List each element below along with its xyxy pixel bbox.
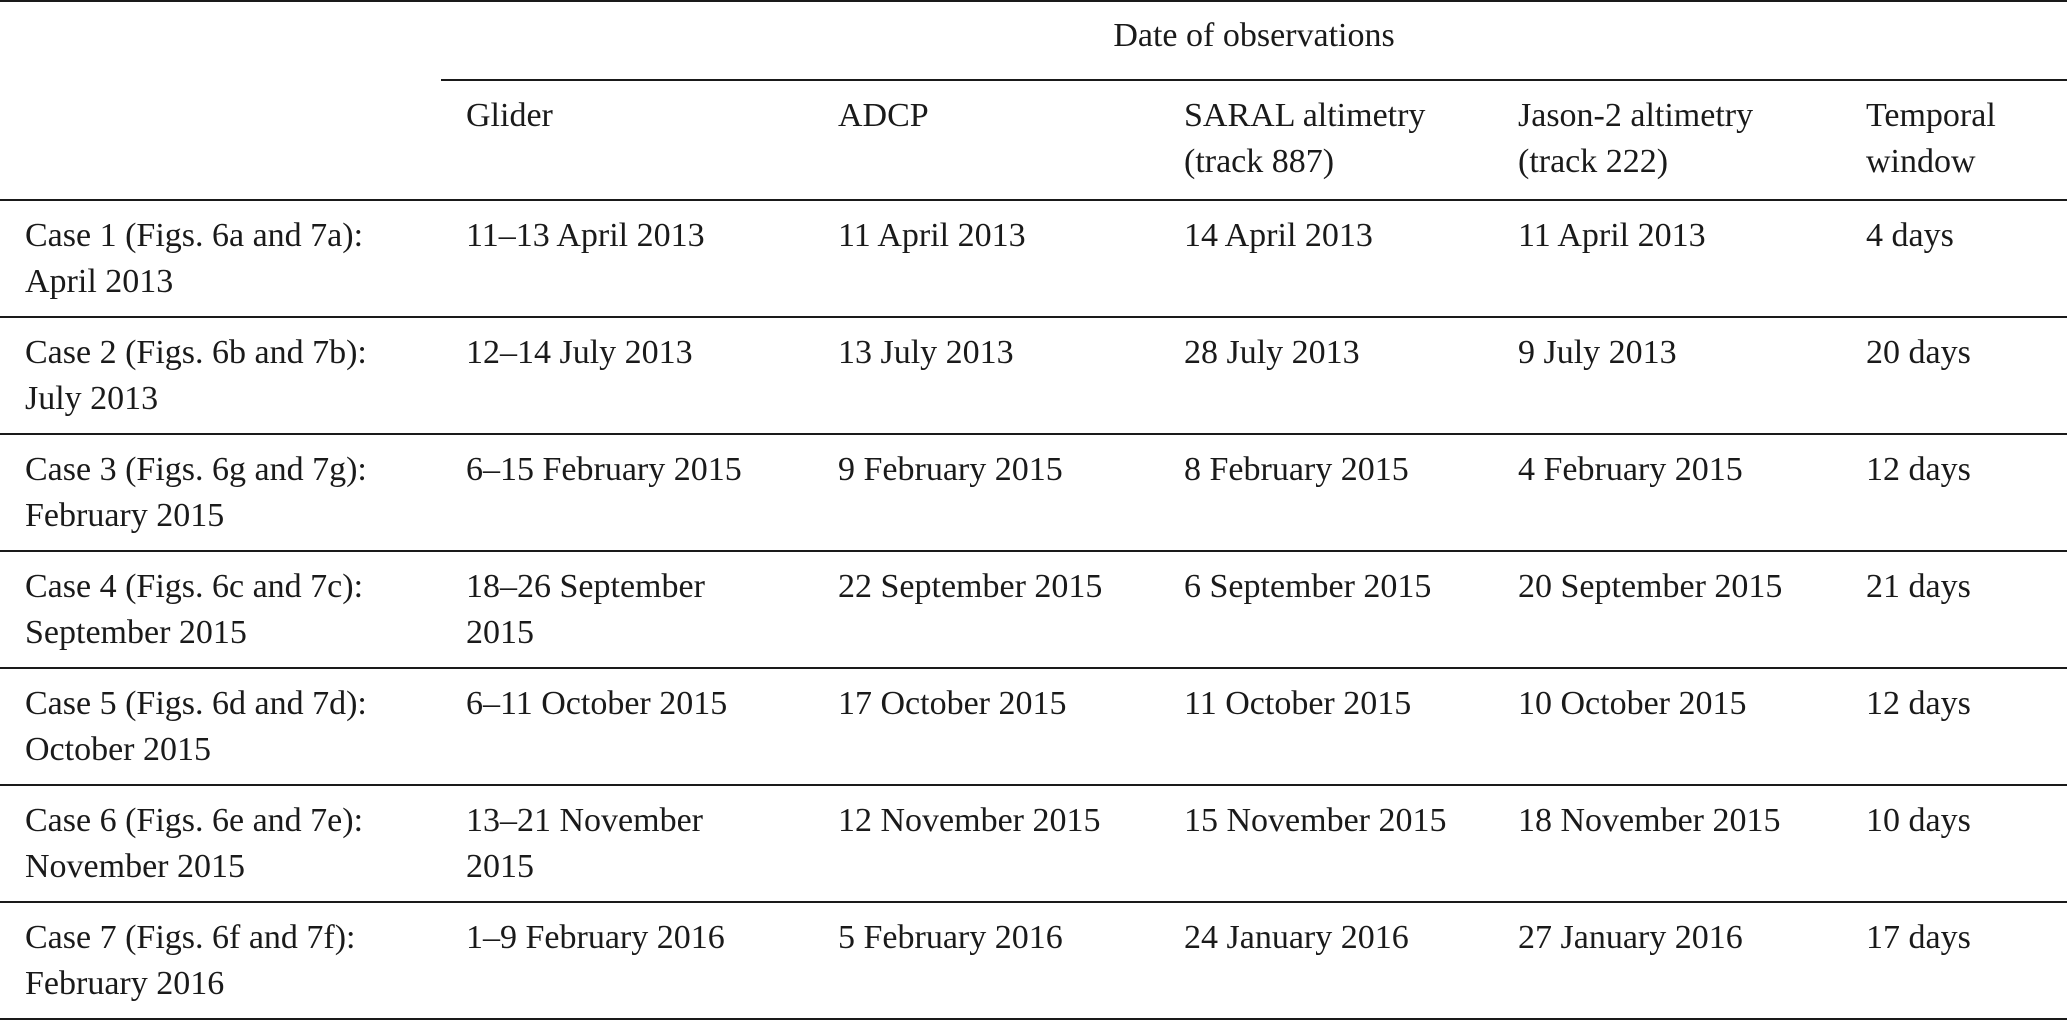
saral-cell: 11 October 2015: [1159, 668, 1493, 785]
jason-cell: 20 September 2015: [1493, 551, 1841, 668]
glider-line: 6–11 October 2015: [466, 685, 728, 722]
adcp-cell: 22 September 2015: [813, 551, 1159, 668]
temporal-window-cell: 12 days: [1841, 434, 2067, 551]
adcp-cell: 5 February 2016: [813, 902, 1159, 1019]
glider-line: 6–15 February 2015: [466, 451, 742, 488]
jason-cell: 10 October 2015: [1493, 668, 1841, 785]
case-cell: [0, 551, 441, 668]
case-line: July 2013: [25, 380, 159, 417]
saral-cell: 28 July 2013: [1159, 317, 1493, 434]
temporal-window-cell: 4 days: [1841, 200, 2067, 317]
table-row: [0, 785, 2067, 902]
case-line: Case 2 (Figs. 6b and 7b):: [25, 334, 367, 371]
glider-cell: [441, 551, 813, 668]
header-line: ADCP: [838, 97, 929, 134]
column-header-row: [0, 80, 2067, 200]
glider-cell: [441, 317, 813, 434]
saral-cell: 6 September 2015: [1159, 551, 1493, 668]
jason-cell: 11 April 2013: [1493, 200, 1841, 317]
saral-cell: 24 January 2016: [1159, 902, 1493, 1019]
header-line: (track 887): [1184, 143, 1335, 180]
date-of-observations-header: Date of observations: [441, 1, 2067, 80]
temporal-window-cell: 20 days: [1841, 317, 2067, 434]
header-line: SARAL altimetry: [1184, 97, 1426, 134]
jason-cell: 9 July 2013: [1493, 317, 1841, 434]
case-cell: [0, 200, 441, 317]
glider-line: 13–21 November: [466, 802, 704, 839]
saral-cell: 14 April 2013: [1159, 200, 1493, 317]
table-row: [0, 317, 2067, 434]
glider-line: 2015: [466, 614, 534, 651]
glider-line: 12–14 July 2013: [466, 334, 693, 371]
adcp-cell: 17 October 2015: [813, 668, 1159, 785]
case-cell: [0, 902, 441, 1019]
glider-column-header: [441, 80, 813, 200]
case-line: Case 7 (Figs. 6f and 7f):: [25, 919, 356, 956]
case-line: Case 1 (Figs. 6a and 7a):: [25, 217, 364, 254]
glider-cell: [441, 200, 813, 317]
case-cell: [0, 668, 441, 785]
temporal-window-cell: 21 days: [1841, 551, 2067, 668]
case-line: Case 3 (Figs. 6g and 7g):: [25, 451, 367, 488]
adcp-cell: 9 February 2015: [813, 434, 1159, 551]
saral-cell: 15 November 2015: [1159, 785, 1493, 902]
adcp-cell: 12 November 2015: [813, 785, 1159, 902]
case-line: April 2013: [25, 263, 174, 300]
table-row: [0, 551, 2067, 668]
temporal-window-cell: 10 days: [1841, 785, 2067, 902]
header-line: (track 222): [1518, 143, 1669, 180]
jason-column-header: [1493, 80, 1841, 200]
glider-line: 1–9 February 2016: [466, 919, 725, 956]
table-row: [0, 902, 2067, 1019]
empty-corner-cell: [0, 1, 441, 80]
jason-cell: 4 February 2015: [1493, 434, 1841, 551]
group-header-row: [0, 1, 2067, 80]
temporal-window-cell: 17 days: [1841, 902, 2067, 1019]
case-column-header: [0, 80, 441, 200]
saral-cell: 8 February 2015: [1159, 434, 1493, 551]
glider-line: 2015: [466, 848, 534, 885]
glider-line: 11–13 April 2013: [466, 217, 705, 254]
case-line: October 2015: [25, 731, 212, 768]
jason-cell: 18 November 2015: [1493, 785, 1841, 902]
temporal-window-cell: 12 days: [1841, 668, 2067, 785]
case-cell: [0, 434, 441, 551]
table-row: [0, 200, 2067, 317]
header-line: Temporal: [1866, 97, 1996, 134]
jason-cell: 27 January 2016: [1493, 902, 1841, 1019]
case-line: November 2015: [25, 848, 246, 885]
header-line: Jason-2 altimetry: [1518, 97, 1754, 134]
glider-cell: [441, 785, 813, 902]
glider-cell: [441, 902, 813, 1019]
adcp-cell: 13 July 2013: [813, 317, 1159, 434]
table-body: [0, 200, 2067, 1019]
adcp-cell: 11 April 2013: [813, 200, 1159, 317]
case-line: February 2016: [25, 965, 225, 1002]
glider-line: 18–26 September: [466, 568, 705, 605]
case-cell: [0, 785, 441, 902]
table-row: [0, 434, 2067, 551]
header-line: window: [1866, 143, 1976, 180]
table-row: [0, 668, 2067, 785]
case-cell: [0, 317, 441, 434]
saral-column-header: [1159, 80, 1493, 200]
temporal-window-column-header: [1841, 80, 2067, 200]
header-line: Glider: [466, 97, 553, 134]
glider-cell: [441, 434, 813, 551]
adcp-column-header: [813, 80, 1159, 200]
case-line: Case 6 (Figs. 6e and 7e):: [25, 802, 364, 839]
case-line: September 2015: [25, 614, 247, 651]
case-line: February 2015: [25, 497, 225, 534]
glider-cell: [441, 668, 813, 785]
case-line: Case 5 (Figs. 6d and 7d):: [25, 685, 367, 722]
case-line: Case 4 (Figs. 6c and 7c):: [25, 568, 364, 605]
